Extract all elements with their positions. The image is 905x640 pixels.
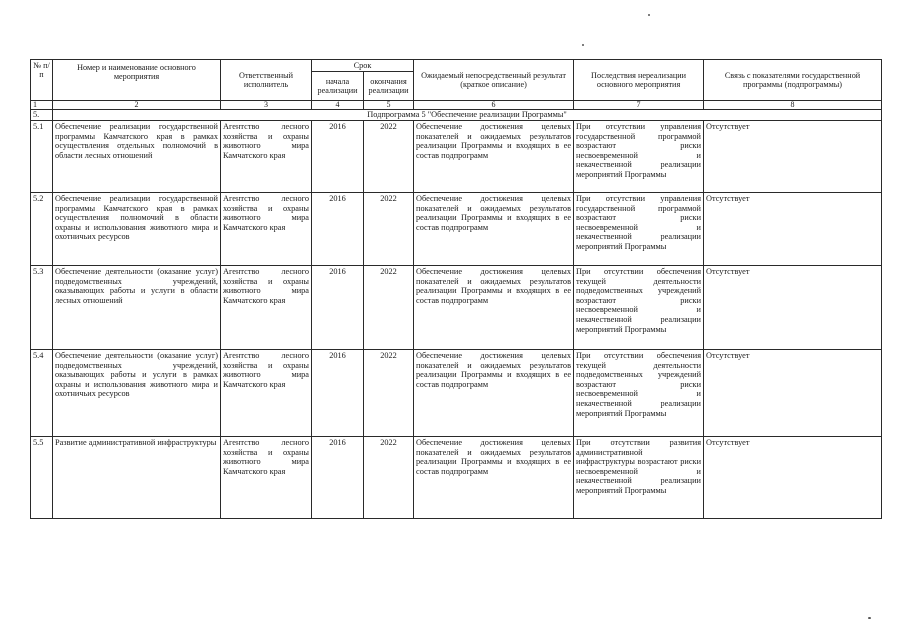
row-number: 5.4	[31, 350, 53, 437]
measure-name: Обеспечение реализации государственной программы Камчатского края в рамках осуществления отдельных полномочий в области лесных отношений	[53, 121, 221, 193]
end-year: 2022	[364, 437, 414, 519]
start-year: 2016	[312, 193, 364, 266]
header-term: Срок	[312, 60, 414, 72]
executor-cell: Агентство лесного хозяйства и охраны животного мира Камчатского края	[221, 437, 312, 519]
header-term-start: начала реализации	[312, 72, 364, 101]
measure-name: Обеспечение деятельности (оказание услуг) подведомственных учреждений, оказывающих работы и услуги в рамках охраны и использования животного мира и охотничьих ресурсов	[53, 350, 221, 437]
non-implementation-consequence: При отсутствии обеспечения текущей деятельности подведомственных учреждений возрастают риски несвоевременной и некачественной реализации мероприятий Программы	[574, 266, 704, 350]
expected-result: Обеспечение достижения целевых показателей и ожидаемых результатов реализации Программы и входящих в ее состав подпрограмм	[414, 193, 574, 266]
table-row	[31, 350, 882, 437]
subprogram-row	[31, 110, 882, 121]
start-year: 2016	[312, 121, 364, 193]
end-year: 2022	[364, 350, 414, 437]
header-result: Ожидаемый непосредственный результат (краткое описание)	[414, 60, 574, 101]
header-consequence: Последствия нереализации основного мероприятия	[574, 60, 704, 101]
measure-name: Развитие административной инфраструктуры	[53, 437, 221, 519]
col-number: 6	[414, 101, 574, 110]
indicator-link: Отсутствует	[704, 437, 882, 519]
measure-name: Обеспечение деятельности (оказание услуг) подведомственных учреждений, оказывающих работы и услуги в области лесных отношений	[53, 266, 221, 350]
row-number: 5.5	[31, 437, 53, 519]
executor-cell: Агентство лесного хозяйства и охраны животного мира Камчатского края	[221, 266, 312, 350]
expected-result: Обеспечение достижения целевых показателей и ожидаемых результатов реализации Программы и входящих в ее состав подпрограмм	[414, 266, 574, 350]
indicator-link: Отсутствует	[704, 193, 882, 266]
non-implementation-consequence: При отсутствии развития административной инфраструктуры возрастают риски несвоевременной и некачественной реализации мероприятий Программы	[574, 437, 704, 519]
header-executor: Ответственный исполнитель	[221, 60, 312, 101]
executor-cell: Агентство лесного хозяйства и охраны животного мира Камчатского края	[221, 193, 312, 266]
measures-table	[30, 59, 882, 519]
header-row	[31, 60, 882, 72]
indicator-link: Отсутствует	[704, 121, 882, 193]
non-implementation-consequence: При отсутствии управления государственной программой возрастают риски несвоевременной и некачественной реализации мероприятий Программы	[574, 193, 704, 266]
indicator-link: Отсутствует	[704, 266, 882, 350]
end-year: 2022	[364, 266, 414, 350]
expected-result: Обеспечение достижения целевых показателей и ожидаемых результатов реализации Программы и входящих в ее состав подпрограмм	[414, 121, 574, 193]
end-year: 2022	[364, 121, 414, 193]
row-number: 5.1	[31, 121, 53, 193]
table-row	[31, 266, 882, 350]
scan-speck	[868, 617, 871, 619]
col-number: 8	[704, 101, 882, 110]
header-no: № п/п	[31, 60, 53, 101]
scan-speck	[582, 44, 584, 46]
subprogram-number: 5.	[31, 110, 53, 121]
row-number: 5.3	[31, 266, 53, 350]
start-year: 2016	[312, 266, 364, 350]
non-implementation-consequence: При отсутствии управления государственной программой возрастают риски несвоевременной и некачественной реализации мероприятий Программы	[574, 121, 704, 193]
col-number: 3	[221, 101, 312, 110]
col-number: 5	[364, 101, 414, 110]
column-numbers-row	[31, 101, 882, 110]
indicator-link: Отсутствует	[704, 350, 882, 437]
subprogram-title: Подпрограмма 5 "Обеспечение реализации Программы"	[53, 110, 882, 121]
table-row	[31, 193, 882, 266]
header-term-end: окончания реализации	[364, 72, 414, 101]
end-year: 2022	[364, 193, 414, 266]
col-number: 2	[53, 101, 221, 110]
row-number: 5.2	[31, 193, 53, 266]
expected-result: Обеспечение достижения целевых показателей и ожидаемых результатов реализации Программы и входящих в ее состав подпрограмм	[414, 437, 574, 519]
start-year: 2016	[312, 437, 364, 519]
measure-name: Обеспечение реализации государственной программы Камчатского края в рамках осуществления полномочий в области охраны и использования животного мира и охотничьих ресурсов	[53, 193, 221, 266]
col-number: 4	[312, 101, 364, 110]
start-year: 2016	[312, 350, 364, 437]
header-link: Связь с показателями государственной программы (подпрограммы)	[704, 60, 882, 101]
table-row	[31, 437, 882, 519]
executor-cell: Агентство лесного хозяйства и охраны животного мира Камчатского края	[221, 121, 312, 193]
executor-cell: Агентство лесного хозяйства и охраны животного мира Камчатского края	[221, 350, 312, 437]
non-implementation-consequence: При отсутствии обеспечения текущей деятельности подведомственных учреждений возрастают риски несвоевременной и некачественной реализации мероприятий Программы	[574, 350, 704, 437]
scan-speck	[648, 14, 650, 16]
expected-result: Обеспечение достижения целевых показателей и ожидаемых результатов реализации Программы и входящих в ее состав подпрограмм	[414, 350, 574, 437]
col-number: 7	[574, 101, 704, 110]
header-name: Номер и наименование основного мероприятия	[53, 60, 221, 101]
col-number: 1	[31, 101, 53, 110]
table-row	[31, 121, 882, 193]
